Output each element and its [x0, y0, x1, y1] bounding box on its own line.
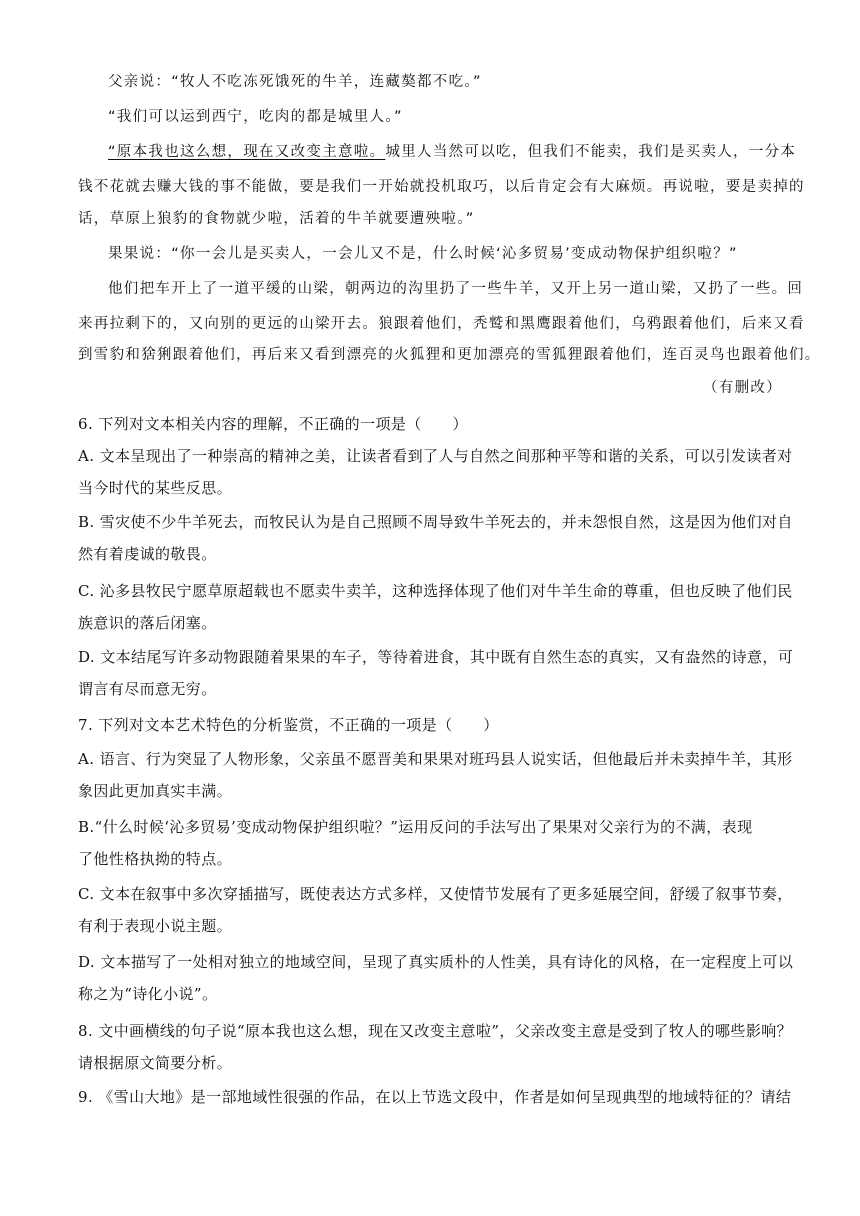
question-8: 请根据原文简要分析。: [78, 1054, 233, 1072]
question-7-option-c: 有利于表现小说主题。: [78, 917, 233, 935]
passage-line: 钱不花就去赚大钱的事不能做，要是我们一开始就投机取巧，以后肯定会有大麻烦。再说啦，要是卖掉的: [78, 179, 805, 195]
question-6-option-b: 然有着虔诚的敬畏。: [78, 545, 217, 563]
passage-paragraph: 果果说：“你一会儿是买卖人，一会儿又不是，什么时候‘沁多贸易’变成动物保护组织啦？”: [108, 246, 738, 262]
passage-paragraph: 他们把车开上了一道平缓的山梁，朝两边的沟里扔了一些牛羊，又开上另一道山梁，又扔了一些。回: [108, 281, 804, 297]
underlined-sentence: “原本我也这么想，现在又改变主意啦。: [108, 144, 386, 160]
question-6-option-a: 当今时代的某些反思。: [78, 479, 233, 497]
question-6-option-a: A. 文本呈现出了一种崇高的精神之美，让读者看到了人与自然之间那种平等和谐的关系，可以引发读者对: [78, 447, 793, 465]
question-7-option-d: 称之为“诗化小说”。: [78, 985, 218, 1003]
question-6-option-c: 族意识的落后闭塞。: [78, 614, 217, 632]
passage-line: 到雪豹和猞猁跟着他们，再后来又看到漂亮的火狐狸和更加漂亮的雪狐狸跟着他们，连百灵鸟也跟着他们。: [78, 347, 821, 363]
question-9: 9. 《雪山大地》是一部地域性很强的作品，在以上节选文段中，作者是如何呈现典型的地域特征的？请结: [78, 1088, 792, 1106]
passage-paragraph: “我们可以运到西宁，吃肉的都是城里人。”: [108, 109, 403, 125]
source-note: （有删改）: [703, 380, 782, 396]
passage-line: 话，草原上狼豹的食物就少啦，活着的牛羊就要遭殃啦。”: [78, 211, 475, 227]
passage-line: 来再拉剩下的，又向别的更远的山梁开去。狼跟着他们，秃鹫和黑鹰跟着他们，乌鸦跟着他们，后来又看: [78, 316, 805, 332]
question-6-stem: 6. 下列对文本相关内容的理解，不正确的一项是（ ）: [78, 415, 468, 433]
question-7-option-d: D. 文本描写了一处相对独立的地域空间，呈现了真实质朴的人性美，具有诗化的风格，在一定程度上可以: [78, 953, 794, 971]
question-7-option-b: 了他性格执拗的特点。: [78, 850, 233, 868]
passage-paragraph: [108, 142, 797, 162]
question-6-option-b: B. 雪灾使不少牛羊死去，而牧民认为是自己照顾不周导致牛羊死去的，并未怨恨自然，这是因为他们对自: [78, 513, 793, 531]
question-7-stem: 7. 下列对文本艺术特色的分析鉴赏，不正确的一项是（ ）: [78, 716, 499, 734]
question-7-option-a: A. 语言、行为突显了人物形象，父亲虽不愿晋美和果果对班玛县人说实话，但他最后并未卖掉牛羊，其形: [78, 750, 793, 768]
passage-text: 城里人当然可以吃，但我们不能卖，我们是买卖人，一分本: [385, 144, 797, 160]
question-7-option-a: 象因此更加真实丰满。: [78, 782, 233, 800]
question-6-option-d: 谓言有尽而意无穷。: [78, 680, 217, 698]
question-6-option-d: D. 文本结尾写许多动物跟随着果果的车子，等待着进食，其中既有自然生态的真实，又有盎然的诗意，可: [78, 648, 794, 666]
passage-paragraph: 父亲说：“牧人不吃冻死饿死的牛羊，连藏獒都不吃。”: [108, 74, 482, 90]
question-7-option-c: C. 文本在叙事中多次穿插描写，既使表达方式多样，又使情节发展有了更多延展空间，舒缓了叙事节奏，: [78, 885, 793, 903]
question-6-option-c: C. 沁多县牧民宁愿草原超载也不愿卖牛卖羊，这种选择体现了他们对牛羊生命的尊重，但也反映了他们民: [78, 582, 793, 600]
question-7-option-b: B.“什么时候‘沁多贸易’变成动物保护组织啦？”运用反问的手法写出了果果对父亲行为的不满，表现: [78, 818, 753, 836]
question-8: 8. 文中画横线的句子说“原本我也这么想，现在又改变主意啦”，父亲改变主意是受到了牧人的哪些影响？: [78, 1022, 793, 1040]
